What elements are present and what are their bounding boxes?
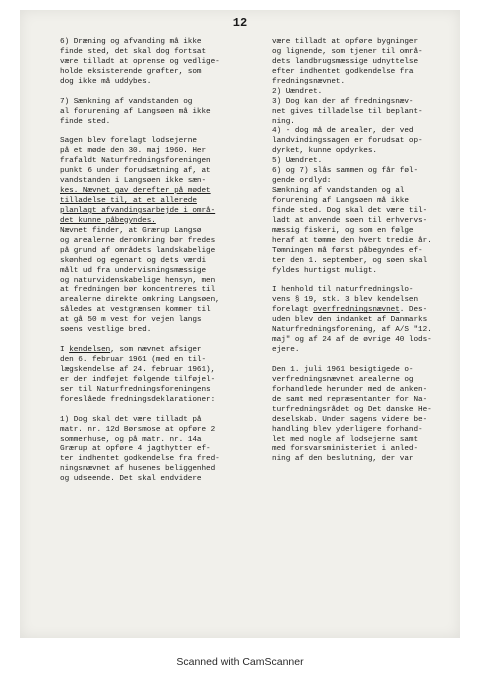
right-text-line: maj" og af 24 af de øvrige 40 lods- — [272, 336, 432, 345]
left-text-line: på grund af områdets landskabelige — [60, 246, 216, 255]
right-text-line: fyldes hurtigst muligt. — [272, 266, 377, 275]
left-text-line: er der indføjet følgende tilføjel- — [60, 375, 216, 384]
right-text-line — [272, 356, 462, 366]
left-text-line: kes. Nævnet gav derefter på mødet — [60, 187, 211, 196]
left-text-line: og naturvidenskabelige hensyn, men — [60, 276, 216, 285]
left-text-line: søens vestlige bred. — [60, 326, 152, 335]
left-text-line: skønhed og egenart og dets værdi — [60, 256, 207, 265]
right-text-line: verfredningsnævnet arealerne og — [272, 375, 414, 384]
right-text-line: gende ordlyd: — [272, 177, 332, 186]
left-text-line: al forurening af Langsøen må ikke — [60, 107, 211, 116]
left-text-line: Nævnet finder, at Grærup Langsø — [60, 226, 202, 235]
right-text-line: efter indhentet godkendelse fra — [272, 67, 414, 76]
left-text-line: finde sted, det skal dog fortsat — [60, 47, 207, 56]
left-text-line: lægskendelse af 24. februar 1961), — [60, 365, 216, 374]
left-text-line: I kendelsen, som nævnet afsiger — [60, 346, 202, 355]
right-text-line: ladt at anvende søen til erhvervs- — [272, 216, 428, 225]
left-text-line: vandstanden i Langsøen ikke sæn- — [60, 177, 207, 186]
right-text-line: de samt med repræsentanter for Na- — [272, 395, 428, 404]
left-text-line: finde sted. — [60, 117, 111, 126]
right-text-line: 5) Uændret. — [272, 157, 323, 166]
right-text-line: uden blev den indanket af Danmarks — [272, 316, 428, 325]
left-text-line: frafaldt Naturfredningsforeningen — [60, 157, 211, 166]
right-text-line: I henhold til naturfredningslo- — [272, 286, 414, 295]
left-text-line: holde eksisterende grøfter, som — [60, 67, 202, 76]
right-text-line: landvindingssagen er forudsat op- — [272, 137, 423, 146]
page-number: 12 — [232, 16, 248, 30]
left-text-line: Sagen blev forelagt lodsejerne — [60, 137, 197, 146]
right-text-line: turfredningsrådet og Det danske He- — [272, 405, 432, 414]
left-text-line: den 6. februar 1961 (med en til- — [60, 356, 207, 364]
right-text-line: dyrket, kunne opdyrkes. — [272, 147, 377, 156]
right-text-column — [272, 38, 462, 465]
left-text-line: matr. nr. 12d Børsmose at opføre 2 — [60, 425, 216, 434]
left-text-line: ser til Naturfredningsforeningens — [60, 385, 211, 394]
right-text-line: ning. — [272, 117, 295, 126]
right-text-line: Tømningen må først påbegyndes ef- — [272, 246, 423, 255]
left-text-line: være tilladt at oprense og vedlige- — [60, 57, 220, 66]
right-text-line: heraf at tømme den hvert tredie år. — [272, 236, 432, 245]
right-text-line: 3) Dog kan der af fredningsnæv- — [272, 97, 414, 106]
left-text-line: punkt 6 under forudsætning af, at — [60, 167, 211, 176]
scanner-watermark: Scanned with CamScanner — [176, 656, 304, 668]
right-text-line: Sænkning af vandstanden og al — [272, 187, 405, 196]
right-text-line: ning af den beslutning, der var — [272, 455, 414, 464]
scanned-page — [20, 10, 460, 638]
left-text-line — [60, 336, 248, 346]
right-text-line: 4) - dog må de arealer, der ved — [272, 127, 414, 136]
left-text-line: dog ikke må uddybes. — [60, 77, 152, 86]
right-text-line: mæssig fiskeri, og som en følge — [272, 226, 414, 235]
right-text-line: finde sted. Dog skal det være til- — [272, 206, 428, 215]
right-text-line — [272, 277, 462, 287]
right-text-line: handling blev yderligere forhand- — [272, 425, 423, 434]
left-text-line: at gå 50 m vest for vejen langs — [60, 316, 202, 325]
left-text-line: og udseende. Det skal endvidere — [60, 475, 202, 484]
right-text-line: fredningsnævnet. — [272, 77, 346, 86]
left-text-line: at fredningen bør koncentreres til — [60, 286, 216, 295]
left-text-line: sommerhuse, og på matr. nr. 14a — [60, 435, 202, 444]
right-text-line: deselskab. Under sagens videre be- — [272, 415, 428, 424]
left-text-line: foreslåede fredningsdeklarationer: — [60, 395, 216, 404]
left-text-line: og arealerne deromkring bør fredes — [60, 236, 216, 245]
left-text-line: målt ud fra undervisningsmæssige — [60, 266, 207, 275]
left-text-line: ningsnævnet af husenes beliggenhed — [60, 465, 216, 474]
left-text-line: arealerne direkte omkring Langsøen, — [60, 296, 220, 305]
left-text-line — [60, 88, 248, 98]
right-text-line: være tilladt at opføre bygninger — [272, 38, 419, 46]
left-text-line: på et møde den 30. maj 1960. Her — [60, 147, 207, 156]
right-text-line: ter den 1. september, og søen skal — [272, 256, 428, 265]
right-text-line: let med nogle af lodsejerne samt — [272, 435, 419, 444]
left-text-line: det kunne påbegyndes. — [60, 216, 156, 225]
left-text-line: således at vestgrænsen kommer til — [60, 306, 211, 315]
left-text-line: ter indhentet godkendelse fra fred- — [60, 455, 220, 464]
right-text-line: forhandlede herunder med de anken- — [272, 385, 428, 394]
right-text-line: og lignende, som tjener til områ- — [272, 47, 423, 56]
right-text-line: 6) og 7) slås sammen og får føl- — [272, 167, 419, 176]
left-text-column — [60, 38, 248, 485]
right-text-line: dets landbrugsmæssige udnyttelse — [272, 57, 419, 66]
left-text-line: planlagt afvandingsarbejde i områ- — [60, 206, 216, 215]
left-text-line: tilladelse til, at et allerede — [60, 197, 197, 205]
left-text-line: 6) Dræning og afvanding må ikke — [60, 38, 202, 46]
left-text-line: Grærup at opføre 4 jagthytter ef- — [60, 445, 211, 454]
left-text-line — [60, 127, 248, 137]
right-text-line: forelagt overfredningsnævnet. Des- — [272, 306, 428, 315]
right-text-line: vens § 19, stk. 3 blev kendelsen — [272, 296, 419, 305]
right-text-line: Den 1. juli 1961 besigtigede o- — [272, 365, 414, 374]
right-text-line: forurening af Langsøen må ikke — [272, 197, 409, 205]
left-text-line: 1) Dog skal det være tilladt på — [60, 415, 202, 424]
right-text-line: med forsvarsministeriet i anled- — [272, 445, 419, 454]
right-text-line: net gives tilladelse til beplant- — [272, 107, 423, 116]
left-text-line — [60, 406, 248, 416]
left-text-line: 7) Sænkning af vandstanden og — [60, 97, 193, 106]
right-text-line: ejere. — [272, 346, 300, 355]
right-text-line: Naturfredningsforening, af A/S "12. — [272, 326, 432, 335]
right-text-line: 2) Uændret. — [272, 87, 323, 96]
